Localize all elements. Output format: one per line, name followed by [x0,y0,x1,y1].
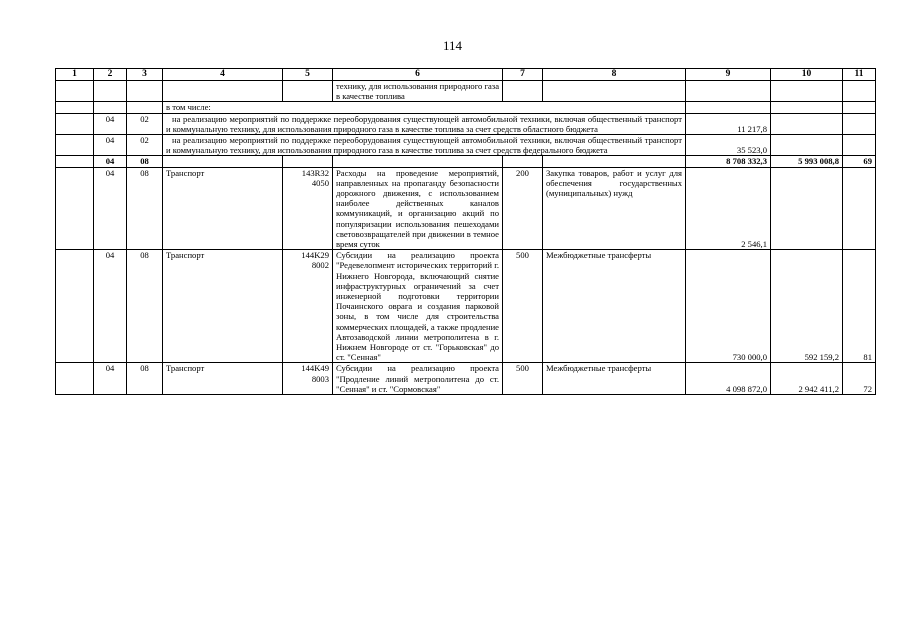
expense-type-name: Закупка товаров, работ и услуг для обеспечения государственных (муниципальных) нужд [543,167,686,250]
section-code: 04 [94,156,127,167]
column-number-row [56,69,876,81]
expense-description: Расходы на проведение мероприятий, направленных на пропаганду безопасности дорожного движения, с использованием наиболее действенных каналов коммуникаций, и организацию акций по популяризации использования пешеходами световозвращателей при движении в темное время суток [333,167,503,250]
total-percent: 69 [843,156,876,167]
section-code: 04 [94,250,127,363]
page-number: 114 [442,38,463,53]
column-number: 10 [771,69,843,81]
column-number: 11 [843,69,876,81]
section-code: 04 [94,363,127,395]
subsection-name: Транспорт [163,167,283,250]
amount-plan: 2 546,1 [686,167,771,250]
subsection-code: 08 [127,363,163,395]
section-code: 04 [94,167,127,250]
budget-table [55,68,876,395]
section-code: 04 [94,135,127,156]
sub-item-description: на реализацию мероприятий по поддержке переоборудования существующей автомобильной техники, включая общественный транспорт и коммунальную технику, для использования природного газа в качестве топлива за счет средств областного бюджета [163,113,686,134]
column-number: 7 [503,69,543,81]
table-row [56,167,876,250]
expense-description: Субсидии на реализацию проекта "Продление линий метрополитена до ст. "Сенная" и ст. "Сормовская" [333,363,503,395]
execution-percent [843,167,876,250]
column-number: 9 [686,69,771,81]
amount-plan: 4 098 872,0 [686,363,771,395]
section-code: 04 [94,113,127,134]
total-actual: 5 993 008,8 [771,156,843,167]
expense-type-code: 500 [503,363,543,395]
subsection-code: 08 [127,156,163,167]
amount-actual [771,167,843,250]
expense-type-code: 500 [503,250,543,363]
amount-plan: 730 000,0 [686,250,771,363]
column-number: 1 [56,69,94,81]
table-row [56,81,876,102]
section-total-row [56,156,876,167]
column-number: 8 [543,69,686,81]
sub-item-description: на реализацию мероприятий по поддержке переоборудования существующей автомобильной техники, включая общественный транспорт и коммунальную технику, для использования природного газа в качестве топлива за счет средств федерального бюджета [163,135,686,156]
subsection-code: 08 [127,250,163,363]
amount-actual: 2 942 411,2 [771,363,843,395]
subsection-code: 02 [127,135,163,156]
expense-type-name: Межбюджетные трансферты [543,250,686,363]
expense-type-name: Межбюджетные трансферты [543,363,686,395]
subsection-code: 02 [127,113,163,134]
table-row [56,250,876,363]
expense-description: Субсидии на реализацию проекта "Редевелопмент исторических территорий г. Нижнего Новгорода, включающий снятие инфраструктурных ограничений за счет инженерной подготовки территории Почаинского оврага и создания парковой зоны, в том числе для строительства коммерческих площадей, а также продление Автозаводской линии метрополитена в г. Нижнем Новгороде от ст. "Горьковская" до ст. "Сенная" [333,250,503,363]
amount-actual: 592 159,2 [771,250,843,363]
expense-description: технику, для использования природного газа в качестве топлива [333,81,503,102]
column-number: 2 [94,69,127,81]
target-article-code: 144K49 8003 [283,363,333,395]
total-plan: 8 708 332,3 [686,156,771,167]
table-row [56,102,876,113]
amount-plan: 11 217,8 [686,113,771,134]
table-row [56,135,876,156]
column-number: 4 [163,69,283,81]
column-number: 3 [127,69,163,81]
column-number: 5 [283,69,333,81]
target-article-code: 143R32 4050 [283,167,333,250]
subsection-code: 08 [127,167,163,250]
subsection-name: Транспорт [163,250,283,363]
including-label: в том числе: [163,102,686,113]
table-row [56,113,876,134]
execution-percent: 72 [843,363,876,395]
execution-percent: 81 [843,250,876,363]
amount-plan: 35 523,0 [686,135,771,156]
target-article-code: 144K29 8002 [283,250,333,363]
table-row [56,363,876,395]
subsection-name: Транспорт [163,363,283,395]
column-number: 6 [333,69,503,81]
expense-type-code: 200 [503,167,543,250]
